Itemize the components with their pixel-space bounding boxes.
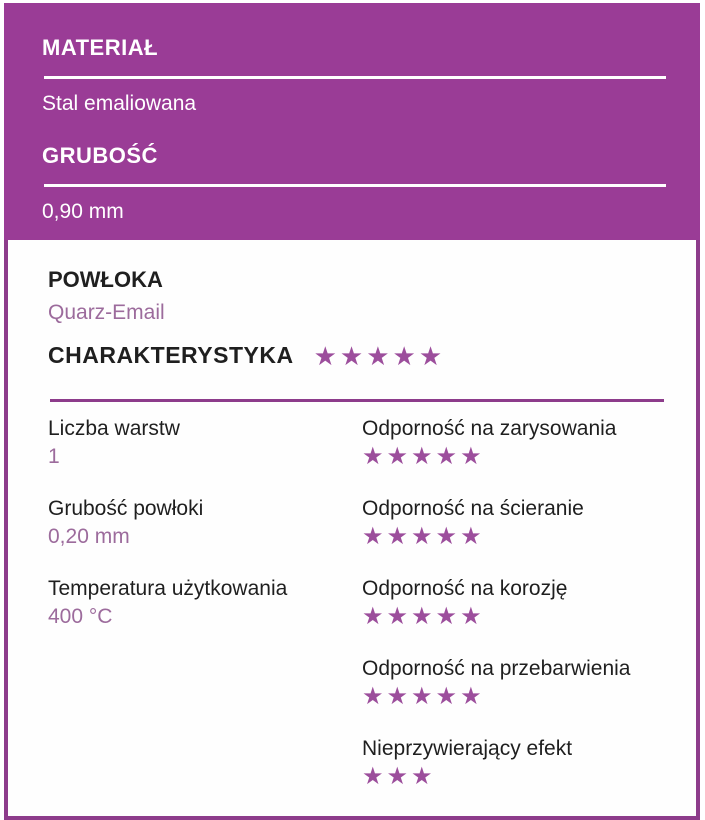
rating-row-nonstick-effect	[362, 736, 696, 790]
spec-row-coating-thickness	[48, 496, 362, 550]
characteristics-header	[48, 342, 696, 369]
coating-label: POWŁOKA	[48, 267, 163, 292]
star-rating: ★★★★★	[362, 683, 485, 710]
specs-column	[48, 416, 362, 816]
star-rating: ★★★★★	[362, 523, 485, 550]
rating-row-scratch-resistance	[362, 416, 696, 470]
characteristics-label: CHARAKTERYSTYKA	[48, 342, 294, 368]
spec-label: Temperatura użytkowania	[48, 577, 288, 600]
material-label: MATERIAŁ	[42, 35, 159, 60]
spec-label: Liczba warstw	[48, 417, 180, 440]
rating-row-discoloration-resistance	[362, 656, 696, 710]
spec-value: 1	[48, 445, 60, 468]
rating-label: Nieprzywierający efekt	[362, 737, 573, 760]
spec-value: 0,20 mm	[48, 525, 130, 548]
rating-label: Odporność na zarysowania	[362, 417, 617, 440]
rating-row-abrasion-resistance	[362, 496, 696, 550]
characteristics-divider	[50, 399, 664, 402]
spec-row-layers	[48, 416, 362, 470]
thickness-divider	[44, 184, 666, 187]
coating-value: Quarz-Email	[48, 301, 165, 324]
rating-label: Odporność na korozję	[362, 577, 568, 600]
spec-value: 400 °C	[48, 605, 113, 628]
spec-columns	[48, 416, 696, 816]
characteristics-star-rating: ★★★★★	[313, 340, 446, 371]
star-rating: ★★★	[362, 763, 436, 790]
spec-row-usage-temperature	[48, 576, 362, 630]
material-header-section	[4, 3, 700, 240]
material-value: Stal emaliowana	[42, 92, 197, 115]
coating-details-section	[4, 240, 700, 820]
thickness-value: 0,90 mm	[42, 200, 124, 223]
spec-label: Grubość powłoki	[48, 497, 204, 520]
rating-label: Odporność na przebarwienia	[362, 657, 631, 680]
material-divider	[44, 76, 666, 79]
rating-row-corrosion-resistance	[362, 576, 696, 630]
ratings-column	[362, 416, 696, 816]
star-rating: ★★★★★	[362, 443, 485, 470]
star-rating: ★★★★★	[362, 603, 485, 630]
product-spec-card	[4, 3, 700, 794]
rating-label: Odporność na ścieranie	[362, 497, 584, 520]
thickness-label: GRUBOŚĆ	[42, 143, 158, 168]
